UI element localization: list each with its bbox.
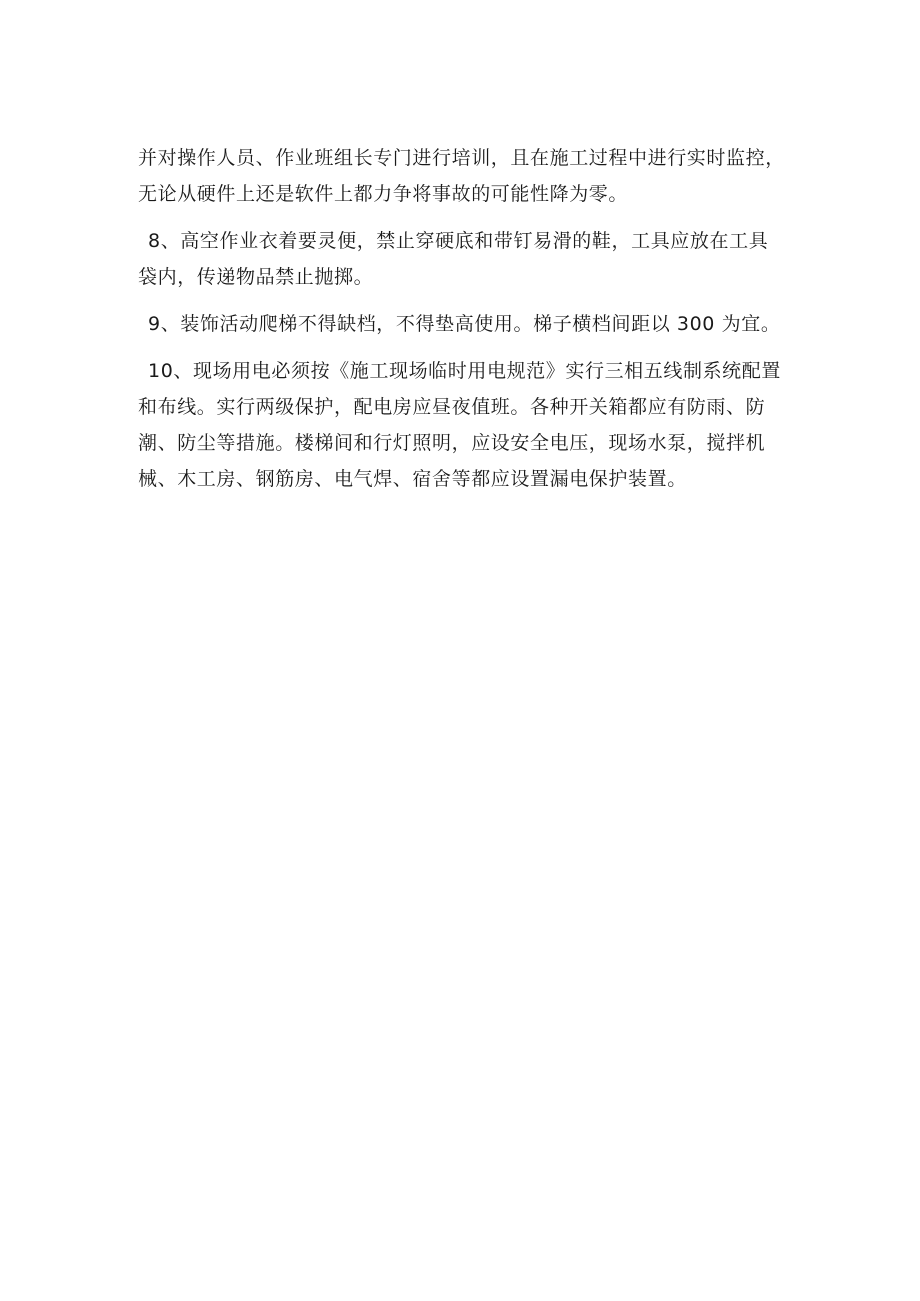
paragraph-item-9 — [138, 306, 788, 342]
paragraph-continuation — [138, 140, 788, 212]
text-line: 和布线。实行两级保护，配电房应昼夜值班。各种开关箱都应有防雨、防 — [138, 396, 766, 418]
paragraph-item-10 — [138, 353, 788, 389]
text-line: 无论从硬件上还是软件上都力争将事故的可能性降为零。 — [138, 183, 629, 205]
text-line: 械、木工房、钢筋房、电气焊、宿舍等都应设置漏电保护装置。 — [138, 468, 687, 490]
text-line: 袋内，传递物品禁止抛掷。 — [138, 266, 374, 288]
text-line: 9、装饰活动爬梯不得缺档，不得垫高使用。梯子横档间距以 300 为宜。 — [148, 313, 781, 335]
text-line: 10、现场用电必须按《施工现场临时用电规范》实行三相五线制系统配置 — [148, 360, 781, 382]
paragraph-item-8 — [138, 223, 788, 259]
paragraph-item-8-cont — [138, 259, 788, 295]
paragraph-item-10-cont — [138, 389, 788, 497]
text-line: 潮、防尘等措施。楼梯间和行灯照明，应设安全电压，现场水泵，搅拌机 — [138, 432, 766, 454]
document-body — [138, 140, 788, 497]
text-line: 8、高空作业衣着要灵便，禁止穿硬底和带钉易滑的鞋，工具应放在工具 — [148, 230, 769, 252]
text-line: 并对操作人员、作业班组长专门进行培训，且在施工过程中进行实时监控， — [138, 147, 785, 169]
